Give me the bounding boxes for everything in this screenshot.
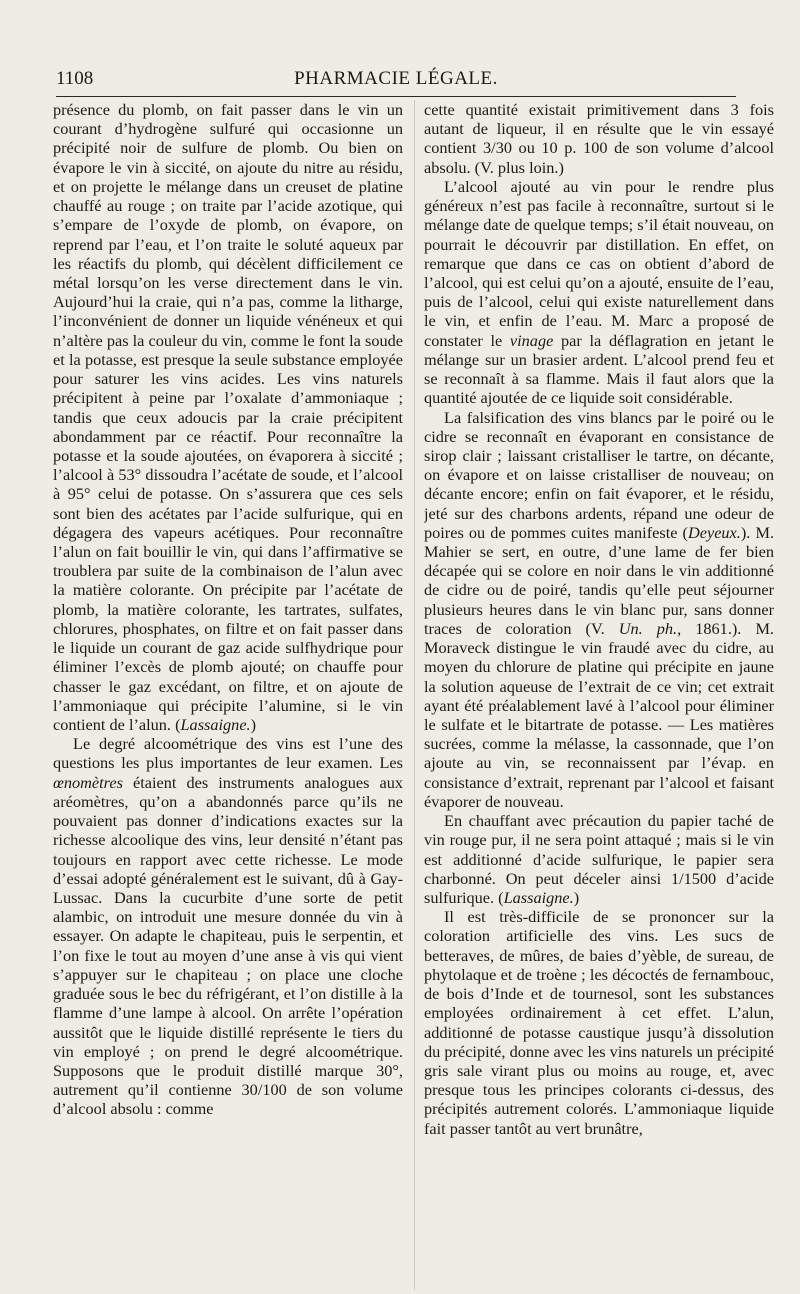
left-column: [53, 100, 403, 1290]
paragraph-text: Le degré alcoométrique des vins est l’une des questions les plus importantes de leur examen. Les: [53, 734, 403, 773]
paragraph: [424, 811, 774, 907]
right-column: [424, 100, 774, 1290]
paragraph-text: étaient des instruments analogues aux aréomètres, qu’on a abandonnés parce qu’ils ne pouvaient pas donner d’indications exactes sur la richesse alcoolique des vins, leur densité n’étant pas toujours en rapport avec cette richesse. Le mode d’essai adopté généralement est le suivant, dû à Gay-Lussac. Dans la cucurbite d’une sorte de petit alambic, on introduit une mesure donnée du vin à essayer. On adapte le chapiteau, puis le serpentin, et l’on fixe le tout au moyen d’une anse à vis qui vient s’appuyer sur le chapiteau ; on place une cloche graduée sous le bec du réfrigérant, et l’on distille à la flamme d’une lampe à alcool. On arrête l’opération aussitôt que le liquide distillé représente le tiers du vin employé ; on prend le degré alcoométrique. Supposons que le produit distillé marque 30°, autrement qu’il contienne 30/100 de son volume d’alcool absolu : comme: [53, 772, 403, 1119]
citation: Lassaigne.: [503, 887, 574, 907]
paragraph: Il est très-difficile de se prononcer sur la coloration artificielle des vins. Les sucs de betteraves, de mûres, de baies d’yèble, de sureau, de phytolaque et de troène ; les décoctés de fernambouc, de bois d’Inde et de tournesol, sont les substances employées ordinairement à cet effet. L’alun, additionné de potasse caustique jusqu’à dissolution du précipité, donne avec les vins naturels un précipité gris sale virant plus ou moins au rouge, et, avec presque tous les principes colorants ci-dessus, des précipités autrement colorés. L’ammoniaque liquide fait passer tantôt au vert brunâtre,: [424, 907, 774, 1138]
page-header: [56, 68, 736, 96]
paragraph: [53, 734, 403, 1118]
paragraph-text: présence du plomb, on fait passer dans le vin un courant d’hydrogène sulfuré qui occasionne un précipité noir de sulfure de plomb. Ou bien on évapore le vin à siccité, on ajoute du nitre au résidu, et on projette le mélange dans un creuset de platine chauffé au rouge ; on traite par l’acide azotique, qui s’empare de l’oxyde de plomb, on évapore, on reprend par l’eau, et l’on traite le soluté aqueux par les réactifs du plomb, qui décèlent difficilement ce métal lorsqu’on les verse directement dans le vin. Aujourd’hui la craie, qui n’a pas, comme la litharge, l’inconvénient de donner un liquide vénéneux et qui n’altère pas la couleur du vin, comme le font la soude et la potasse, est presque la seule substance employée pour saturer les vins acides. Les vins naturels précipitent à peine par l’oxalate d’ammoniaque ; tandis que ceux adoucis par la craie précipitent abondamment par ce réactif. Pour reconnaître la potasse et la soude ajoutées, on évaporera à siccité ; l’alcool à 53° dissoudra l’acétate de soude, et l’alcool à 95° celui de potasse. On s’assurera que ces sels sont bien des acétates par l’acide sulfurique, qui en dégagera des vapeurs acétiques. Pour reconnaître l’alun on fait bouillir le vin, qui dans l’affirmative se troublera par suite de la combinaison de l’alun avec la matière colorante. On précipite par l’acétate de plomb, la matière colorante, les tartrates, sulfates, chlorures, phosphates, on filtre et on fait passer dans le liquide un courant de gaz acide sulfhydrique pour éliminer l’excès de plomb ajouté; on chauffe pour chasser le gaz excédant, on filtre, et on ajoute de l’ammoniaque qui précipite l’alumine, si le vin contient de l’alun. (: [53, 100, 403, 734]
paragraph: [424, 408, 774, 812]
paragraph-text: par la déflagration en jetant le mélange sur un brasier ardent. L’alcool prend feu et se reconnaît à sa flamme. Mais il faut alors que la quantité ajoutée de ce liquide soit considérable.: [424, 330, 774, 408]
paragraph: [53, 100, 403, 734]
paragraph-text: ): [250, 715, 257, 734]
paragraph-text: La falsification des vins blancs par le poiré ou le cidre se reconnaît en évaporant en consistance de sirop clair ; laissant cristalliser le tartre, on décante, on évapore et on laisse cristalliser de nouveau; on décante encore; enfin on fait évaporer, et le résidu, jeté sur des charbons ardents, répand une odeur de poires ou de pommes cuites manifeste (: [424, 407, 774, 542]
paragraph-text: L’alcool ajouté au vin pour le rendre plus généreux n’est pas facile à reconnaître, surtout si le mélange date de quelque temps; s’il était nouveau, on pourrait le découvrir par distillation. En effet, on remarque que dans ce cas on obtient d’abord de l’alcool, qui est celui qu’on a ajouté, ensuite de l’eau, puis de l’alcool, celui qui existe naturellement dans le vin, et enfin de l’eau. M. Marc a proposé de constater le: [424, 176, 774, 350]
column-gutter: [414, 100, 415, 1290]
citation: Deyeux.: [687, 522, 741, 542]
term: œnomètres: [53, 772, 123, 792]
paragraph: cette quantité existait primitivement dans 3 fois autant de liqueur, il en résulte que le vin essayé contient 3/30 ou 10 p. 100 de son volume d’alcool absolu. (V. plus loin.): [424, 100, 774, 177]
paragraph-text: , 1861.). M. Moraveck distingue le vin fraudé avec du cidre, au moyen du chlorure de platine qui précipite en jaune la solution aqueuse de l’extrait de ce vin; cet extrait ayant été préalablement lavé à l’alcool pour éliminer le sulfate et le bitartrate de potasse. — Les matières sucrées, comme la mélasse, la cassonnade, que l’on ajoute au vin, se reconnaissent par l’évap. en consistance d’extrait, reprenant par l’alcool et faisant évaporer de nouveau.: [424, 618, 774, 811]
term: vinage: [509, 330, 554, 350]
paragraph-text: En chauffant avec précaution du papier taché de vin rouge pur, il ne sera point attaqué ; mais si le vin est additionné d’acide sulfurique, le papier sera charbonné. On peut déceler ainsi 1/1500 d’acide sulfurique. (: [424, 811, 774, 907]
paragraph-text: ): [573, 887, 580, 907]
paragraph: [424, 177, 774, 408]
page-number: 1108: [56, 68, 94, 89]
citation: Lassaigne.: [180, 715, 251, 734]
citation: Un. ph.: [618, 618, 678, 638]
paragraph-text: ). M. Mahier se sert, en outre, d’une lame de fer bien décapée qui se colore en noir dans le vin additionné de cidre ou de poiré, tandis qu’elle peut séjourner plusieurs heures dans le vin blanc pur, sans donner traces de coloration (V.: [424, 522, 774, 638]
header-rule: [56, 96, 736, 97]
running-title: PHARMACIE LÉGALE.: [294, 68, 498, 89]
